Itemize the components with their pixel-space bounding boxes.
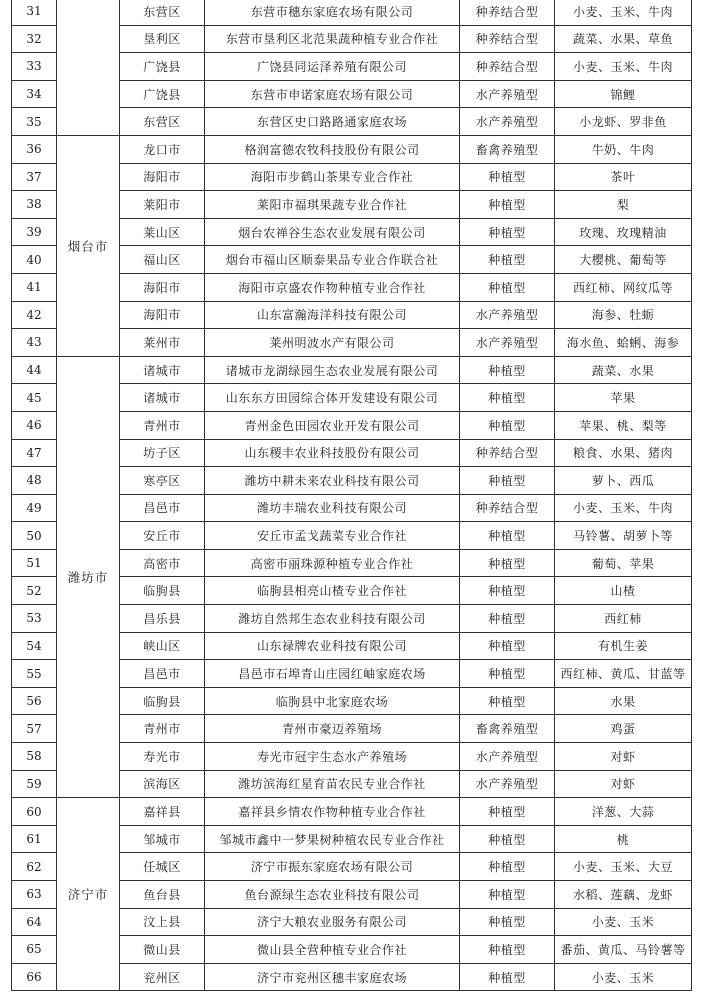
county-cell: 嘉祥县 (120, 798, 205, 826)
row-number: 60 (12, 798, 57, 826)
row-number: 58 (12, 743, 57, 771)
row-number: 44 (12, 356, 57, 384)
product-cell: 大樱桃、葡萄等 (555, 246, 692, 274)
product-cell: 小麦、玉米 (555, 963, 692, 991)
row-number: 33 (12, 53, 57, 81)
county-cell: 临朐县 (120, 577, 205, 605)
entity-name-cell: 微山县全营种植专业合作社 (205, 936, 460, 964)
entity-name-cell: 寿光市冠宇生态水产养殖场 (205, 743, 460, 771)
county-cell: 汶上县 (120, 908, 205, 936)
product-cell: 西红柿 (555, 605, 692, 633)
row-number: 32 (12, 25, 57, 53)
entity-name-cell: 山东富瀚海洋科技有限公司 (205, 301, 460, 329)
type-cell: 种养结合型 (460, 494, 555, 522)
type-cell: 种植型 (460, 936, 555, 964)
row-number: 41 (12, 273, 57, 301)
product-cell: 苹果 (555, 384, 692, 412)
type-cell: 种植型 (460, 218, 555, 246)
type-cell: 种养结合型 (460, 439, 555, 467)
table-body (12, 0, 692, 991)
county-cell: 安丘市 (120, 522, 205, 550)
city-cell: 烟台市 (57, 135, 120, 356)
type-cell: 种植型 (460, 384, 555, 412)
county-cell: 诸城市 (120, 356, 205, 384)
county-cell: 莱山区 (120, 218, 205, 246)
type-cell: 种植型 (460, 411, 555, 439)
entity-name-cell: 济宁大粮农业服务有限公司 (205, 908, 460, 936)
entity-name-cell: 山东东方田园综合体开发建设有限公司 (205, 384, 460, 412)
city-cell (57, 0, 120, 135)
row-number: 52 (12, 577, 57, 605)
county-cell: 广饶县 (120, 80, 205, 108)
entity-name-cell: 潍坊滨海红星育苗农民专业合作社 (205, 770, 460, 798)
type-cell: 水产养殖型 (460, 770, 555, 798)
row-number: 38 (12, 191, 57, 219)
county-cell: 昌乐县 (120, 605, 205, 633)
entity-name-cell: 东营市申诺家庭农场有限公司 (205, 80, 460, 108)
county-cell: 临朐县 (120, 687, 205, 715)
entity-name-cell: 高密市丽珠源种植专业合作社 (205, 549, 460, 577)
product-cell: 水稻、莲藕、龙虾 (555, 881, 692, 909)
product-cell: 对虾 (555, 770, 692, 798)
row-number: 54 (12, 632, 57, 660)
product-cell: 蔬菜、水果 (555, 356, 692, 384)
product-cell: 粮食、水果、猪肉 (555, 439, 692, 467)
product-cell: 小麦、玉米 (555, 908, 692, 936)
county-cell: 昌邑市 (120, 660, 205, 688)
row-number: 65 (12, 936, 57, 964)
county-cell: 广饶县 (120, 53, 205, 81)
table-row (12, 798, 692, 826)
row-number: 53 (12, 605, 57, 633)
county-cell: 寿光市 (120, 743, 205, 771)
county-cell: 东营区 (120, 108, 205, 136)
row-number: 61 (12, 825, 57, 853)
entity-name-cell: 东营区史口路路通家庭农场 (205, 108, 460, 136)
type-cell: 种养结合型 (460, 0, 555, 25)
row-number: 37 (12, 163, 57, 191)
county-cell: 峡山区 (120, 632, 205, 660)
entity-name-cell: 海阳市步鹤山茶果专业合作社 (205, 163, 460, 191)
row-number: 45 (12, 384, 57, 412)
type-cell: 种植型 (460, 191, 555, 219)
entity-name-cell: 莱阳市福琪果蔬专业合作社 (205, 191, 460, 219)
row-number: 46 (12, 411, 57, 439)
entity-name-cell: 山东禄牌农业科技有限公司 (205, 632, 460, 660)
county-cell: 海阳市 (120, 301, 205, 329)
product-cell: 锦鲤 (555, 80, 692, 108)
product-cell: 海参、牡蛎 (555, 301, 692, 329)
product-cell: 梨 (555, 191, 692, 219)
entity-name-cell: 昌邑市石埠青山庄园红岫家庭农场 (205, 660, 460, 688)
type-cell: 种植型 (460, 825, 555, 853)
entity-name-cell: 青州金色田园农业开发有限公司 (205, 411, 460, 439)
product-cell: 小麦、玉米、牛肉 (555, 0, 692, 25)
table-row (12, 0, 692, 25)
type-cell: 种植型 (460, 163, 555, 191)
product-cell: 马铃薯、胡萝卜等 (555, 522, 692, 550)
entity-name-cell: 莱州明波水产有限公司 (205, 329, 460, 357)
county-cell: 高密市 (120, 549, 205, 577)
row-number: 48 (12, 467, 57, 495)
county-cell: 海阳市 (120, 273, 205, 301)
row-number: 40 (12, 246, 57, 274)
product-cell: 有机生姜 (555, 632, 692, 660)
product-cell: 玫瑰、玫瑰精油 (555, 218, 692, 246)
county-cell: 任城区 (120, 853, 205, 881)
product-cell: 鸡蛋 (555, 715, 692, 743)
type-cell: 种养结合型 (460, 25, 555, 53)
type-cell: 种植型 (460, 798, 555, 826)
product-cell: 苹果、桃、梨等 (555, 411, 692, 439)
county-cell: 邹城市 (120, 825, 205, 853)
county-cell: 坊子区 (120, 439, 205, 467)
row-number: 42 (12, 301, 57, 329)
type-cell: 畜禽养殖型 (460, 135, 555, 163)
type-cell: 水产养殖型 (460, 329, 555, 357)
county-cell: 诸城市 (120, 384, 205, 412)
row-number: 47 (12, 439, 57, 467)
product-cell: 小麦、玉米、牛肉 (555, 494, 692, 522)
entity-name-cell: 格润富德农牧科技股份有限公司 (205, 135, 460, 163)
type-cell: 种植型 (460, 356, 555, 384)
product-cell: 洋葱、大蒜 (555, 798, 692, 826)
county-cell: 昌邑市 (120, 494, 205, 522)
table-row (12, 356, 692, 384)
entity-name-cell: 诸城市龙湖绿园生态农业发展有限公司 (205, 356, 460, 384)
type-cell: 水产养殖型 (460, 301, 555, 329)
entity-name-cell: 邹城市鑫中一梦果树种植农民专业合作社 (205, 825, 460, 853)
row-number: 63 (12, 881, 57, 909)
type-cell: 水产养殖型 (460, 743, 555, 771)
type-cell: 畜禽养殖型 (460, 715, 555, 743)
row-number: 56 (12, 687, 57, 715)
entity-name-cell: 烟台市福山区顺泰果品专业合作联合社 (205, 246, 460, 274)
product-cell: 蔬菜、水果、草鱼 (555, 25, 692, 53)
row-number: 57 (12, 715, 57, 743)
product-cell: 番茄、黄瓜、马铃薯等 (555, 936, 692, 964)
type-cell: 种植型 (460, 687, 555, 715)
type-cell: 种植型 (460, 605, 555, 633)
entity-name-cell: 临朐县中北家庭农场 (205, 687, 460, 715)
type-cell: 种植型 (460, 549, 555, 577)
county-cell: 兖州区 (120, 963, 205, 991)
row-number: 43 (12, 329, 57, 357)
type-cell: 种植型 (460, 577, 555, 605)
row-number: 31 (12, 0, 57, 25)
entity-name-cell: 临朐县相亮山楂专业合作社 (205, 577, 460, 605)
type-cell: 种植型 (460, 881, 555, 909)
row-number: 59 (12, 770, 57, 798)
product-cell: 小麦、玉米、牛肉 (555, 53, 692, 81)
entity-name-cell: 青州市豪迈养殖场 (205, 715, 460, 743)
entity-name-cell: 济宁市振东家庭农场有限公司 (205, 853, 460, 881)
type-cell: 种植型 (460, 467, 555, 495)
row-number: 62 (12, 853, 57, 881)
type-cell: 种植型 (460, 632, 555, 660)
type-cell: 种植型 (460, 853, 555, 881)
product-cell: 海水鱼、蛤蜊、海参 (555, 329, 692, 357)
row-number: 35 (12, 108, 57, 136)
county-cell: 莱州市 (120, 329, 205, 357)
entity-name-cell: 安丘市孟戈蔬菜专业合作社 (205, 522, 460, 550)
row-number: 50 (12, 522, 57, 550)
type-cell: 水产养殖型 (460, 80, 555, 108)
product-cell: 小麦、玉米、大豆 (555, 853, 692, 881)
type-cell: 水产养殖型 (460, 108, 555, 136)
row-number: 66 (12, 963, 57, 991)
county-cell: 海阳市 (120, 163, 205, 191)
row-number: 34 (12, 80, 57, 108)
type-cell: 种植型 (460, 660, 555, 688)
county-cell: 鱼台县 (120, 881, 205, 909)
type-cell: 种植型 (460, 963, 555, 991)
entity-name-cell: 潍坊丰瑞农业科技有限公司 (205, 494, 460, 522)
product-cell: 水果 (555, 687, 692, 715)
county-cell: 龙口市 (120, 135, 205, 163)
type-cell: 种植型 (460, 273, 555, 301)
city-cell: 潍坊市 (57, 356, 120, 798)
type-cell: 种养结合型 (460, 53, 555, 81)
entity-name-cell: 烟台农禅谷生态农业发展有限公司 (205, 218, 460, 246)
row-number: 39 (12, 218, 57, 246)
product-cell: 对虾 (555, 743, 692, 771)
product-cell: 小龙虾、罗非鱼 (555, 108, 692, 136)
county-cell: 福山区 (120, 246, 205, 274)
county-cell: 微山县 (120, 936, 205, 964)
entity-name-cell: 山东稷丰农业科技股份有限公司 (205, 439, 460, 467)
entity-name-cell: 东营市垦利区北范果蔬种植专业合作社 (205, 25, 460, 53)
entity-name-cell: 济宁市兖州区穗丰家庭农场 (205, 963, 460, 991)
county-cell: 滨海区 (120, 770, 205, 798)
product-cell: 山楂 (555, 577, 692, 605)
county-cell: 垦利区 (120, 25, 205, 53)
product-cell: 葡萄、苹果 (555, 549, 692, 577)
product-cell: 桃 (555, 825, 692, 853)
county-cell: 莱阳市 (120, 191, 205, 219)
entity-name-cell: 潍坊自然邦生态农业科技有限公司 (205, 605, 460, 633)
county-cell: 寒亭区 (120, 467, 205, 495)
row-number: 49 (12, 494, 57, 522)
city-cell: 济宁市 (57, 798, 120, 991)
product-cell: 西红柿、网纹瓜等 (555, 273, 692, 301)
row-number: 64 (12, 908, 57, 936)
type-cell: 种植型 (460, 246, 555, 274)
entity-name-cell: 海阳市京盛农作物种植专业合作社 (205, 273, 460, 301)
entity-name-cell: 东营市穗东家庭农场有限公司 (205, 0, 460, 25)
product-cell: 萝卜、西瓜 (555, 467, 692, 495)
entity-name-cell: 潍坊中耕未来农业科技有限公司 (205, 467, 460, 495)
table-row (12, 135, 692, 163)
enterprise-list-table (11, 0, 692, 991)
type-cell: 种植型 (460, 908, 555, 936)
row-number: 36 (12, 135, 57, 163)
entity-name-cell: 嘉祥县乡情农作物种植专业合作社 (205, 798, 460, 826)
county-cell: 东营区 (120, 0, 205, 25)
county-cell: 青州市 (120, 411, 205, 439)
entity-name-cell: 鱼台源绿生态农业科技有限公司 (205, 881, 460, 909)
product-cell: 西红柿、黄瓜、甘蓝等 (555, 660, 692, 688)
entity-name-cell: 广饶县同运泽养殖有限公司 (205, 53, 460, 81)
product-cell: 牛奶、牛肉 (555, 135, 692, 163)
row-number: 55 (12, 660, 57, 688)
product-cell: 茶叶 (555, 163, 692, 191)
row-number: 51 (12, 549, 57, 577)
type-cell: 种植型 (460, 522, 555, 550)
county-cell: 青州市 (120, 715, 205, 743)
